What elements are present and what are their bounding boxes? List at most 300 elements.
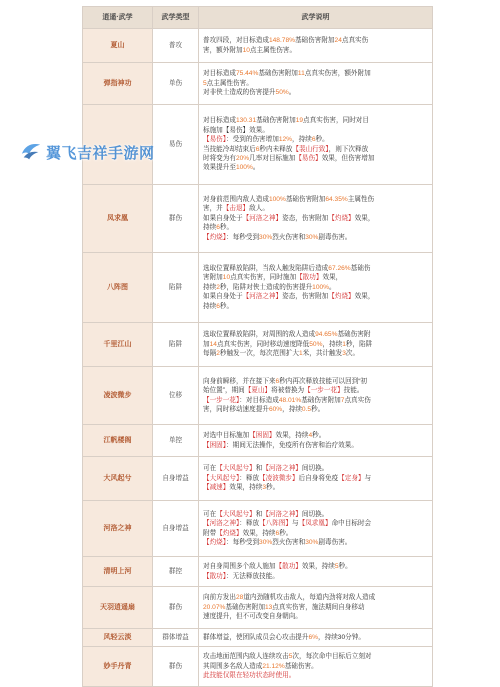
skill-desc-cell [199, 501, 433, 557]
desc-text: 向身前瞬移，并在接下来 [203, 377, 276, 385]
desc-number: 130.31 [235, 117, 257, 125]
skill-desc-cell [199, 253, 433, 323]
skill-type-cell [153, 323, 199, 367]
desc-number: 14 [209, 340, 217, 348]
skill-name: 凤求凰 [107, 214, 128, 222]
desc-text: 秒。 [311, 405, 325, 413]
skill-type: 自身增益 [162, 474, 189, 482]
desc-number: 1 [298, 350, 303, 358]
desc-text: 对非侠士造成的伤害提升 [203, 89, 276, 97]
desc-text: ：受到的伤害增加 [226, 136, 279, 144]
desc-number: 2 [216, 283, 220, 291]
desc-line [203, 195, 428, 204]
desc-line [203, 204, 428, 213]
skill-desc-cell [199, 629, 433, 647]
desc-text: 秒。 [279, 529, 293, 537]
desc-text: 点真实伤害，同时对目 [303, 117, 369, 125]
desc-effect-term: 【凤求凰】 [298, 520, 332, 528]
desc-number: 10 [222, 274, 231, 282]
skill-type: 陷阱 [168, 340, 183, 348]
desc-number: 12% [278, 136, 293, 144]
desc-text: 技能。 [343, 387, 364, 395]
skill-name-cell [83, 501, 153, 557]
skill-name: 河洛之神 [103, 524, 132, 532]
skill-name-cell [83, 323, 153, 367]
desc-text: 秒触发一次，每次范围扩大 [219, 350, 299, 358]
desc-number: 5 [203, 79, 207, 87]
desc-text: 基础伤 [350, 265, 371, 273]
desc-line [203, 510, 428, 519]
desc-effect-term: 【裴山行致】 [292, 145, 329, 153]
skill-desc-cell [199, 367, 433, 425]
skill-type-cell [153, 29, 199, 63]
desc-text: 剧毒伤害。 [318, 233, 352, 241]
desc-effect-term: 【困固】 [249, 432, 276, 440]
desc-line [203, 405, 428, 414]
skill-name-cell [83, 647, 153, 687]
desc-number: 48.01% [278, 396, 302, 404]
skill-type-cell [153, 647, 199, 687]
desc-number: 11 [297, 70, 305, 78]
desc-number: 5 [288, 653, 293, 661]
desc-text: 将被替换为 [271, 387, 305, 395]
skill-type: 自身增益 [162, 524, 189, 532]
desc-effect-term: 【击退】 [222, 205, 250, 213]
desc-text: 效果。 [249, 126, 269, 134]
desc-text: 基础伤害。 [284, 662, 318, 670]
desc-number: 5 [334, 563, 339, 571]
skill-name: 大风起兮 [103, 474, 132, 482]
desc-text: 与 [364, 474, 372, 482]
desc-text: 秒，陷阱对侠士造成的伤害提升 [219, 283, 313, 291]
skill-type: 群伤 [168, 214, 183, 222]
desc-line [203, 474, 428, 483]
desc-line [203, 116, 428, 125]
desc-text: 秒。 [219, 224, 234, 232]
desc-text: 秒内未释放 [259, 145, 293, 153]
desc-effect-term: 【易伤】 [203, 136, 227, 144]
desc-text: ：无法释放技能。 [226, 572, 279, 580]
desc-text: 如果自身处于 [203, 293, 243, 301]
skill-type: 陷阱 [168, 283, 183, 291]
skill-type: 群控 [168, 567, 183, 575]
skill-name: 夏山 [110, 41, 125, 49]
skill-type: 群体增益 [162, 633, 189, 641]
desc-line [203, 652, 428, 661]
table-row [83, 587, 433, 629]
desc-line [203, 386, 428, 395]
desc-line [203, 292, 428, 301]
skill-type-cell [153, 457, 199, 501]
desc-text: 。 [329, 283, 336, 291]
desc-line [203, 36, 428, 45]
table-row [83, 253, 433, 323]
desc-number: 0.5 [301, 405, 312, 413]
skill-type: 普攻 [168, 41, 183, 49]
desc-line [203, 79, 428, 88]
desc-line [203, 441, 428, 450]
desc-number: 6 [275, 377, 280, 385]
desc-line [203, 562, 428, 571]
desc-number: 30% [259, 233, 273, 241]
desc-number: 6 [255, 145, 260, 153]
desc-text: 效果， [322, 274, 343, 282]
desc-text: 选取位置释放陷阱，对周围的敌人造成 [203, 331, 316, 339]
desc-text: 基础伤害附 [337, 331, 371, 339]
desc-line [203, 273, 428, 282]
skill-type-cell [153, 253, 199, 323]
desc-text: ，则下次释放 [328, 145, 369, 153]
desc-line [203, 519, 428, 528]
table-body [83, 29, 433, 687]
desc-line [203, 88, 428, 97]
desc-text: 效果，持续 [275, 432, 309, 440]
desc-effect-term: 【散功】 [296, 274, 323, 282]
desc-effect-term: 【散功】 [275, 563, 302, 571]
table-row [83, 323, 433, 367]
desc-text: 。 [252, 164, 260, 172]
desc-text: 次。 [345, 350, 360, 358]
desc-number: 7 [340, 396, 345, 404]
desc-number: 100% [312, 283, 330, 291]
desc-text: 命中目标时会 [331, 520, 372, 528]
desc-line [203, 154, 428, 163]
desc-line [203, 69, 428, 78]
desc-text: 间切换。 [301, 510, 329, 518]
desc-text: 标施加【易伤】 [203, 126, 250, 134]
desc-line [203, 377, 428, 386]
desc-number: 50% [309, 340, 323, 348]
desc-line [203, 662, 428, 671]
desc-line [203, 483, 428, 492]
desc-text: 后自身将免疫 [298, 474, 339, 482]
table-row [83, 557, 433, 587]
desc-text: ，持续 [322, 340, 343, 348]
skill-name-cell [83, 185, 153, 253]
skill-name: 江帆楼阁 [103, 436, 132, 444]
desc-text: 持续 [203, 283, 217, 291]
desc-number: 4 [308, 432, 313, 440]
desc-text: 可在 [203, 465, 217, 473]
desc-effect-term: 【困固】 [203, 441, 227, 449]
watermark-text: 翼飞吉祥手游网 [46, 144, 155, 162]
desc-number: 13 [264, 603, 273, 611]
desc-text: 群体增益，使团队成员会心攻击提升 [203, 633, 309, 641]
desc-number: 21.12% [262, 662, 285, 670]
header-skill-desc: 武学说明 [199, 7, 433, 29]
desc-line [203, 283, 428, 292]
desc-line [203, 572, 428, 581]
skills-table-container [82, 6, 432, 680]
desc-text: 米，共计触发 [302, 350, 343, 358]
skill-type-cell [153, 185, 199, 253]
skills-table [82, 6, 433, 687]
desc-number: 1 [342, 340, 346, 348]
desc-text: ：释放 [239, 474, 260, 482]
skill-desc-cell [199, 185, 433, 253]
desc-text: 点真实伤害，同时施加 [230, 274, 297, 282]
desc-effect-term: 【一步一花】 [203, 396, 240, 404]
skill-name: 千里江山 [103, 340, 132, 348]
desc-text: 对目标造成 [203, 117, 236, 125]
skill-type-cell [153, 425, 199, 457]
desc-number: 148.78% [268, 37, 295, 45]
skill-name-cell [83, 253, 153, 323]
header-skill-name: 逍遥·武学 [83, 7, 153, 29]
skill-type: 单控 [168, 436, 183, 444]
desc-number: 10 [242, 46, 250, 54]
skill-name: 天羽逍遥扇 [100, 603, 135, 611]
desc-effect-term: 【河洛之神】 [262, 465, 302, 473]
desc-effect-term: 【灼烧】 [328, 214, 355, 222]
desc-line [203, 46, 428, 55]
skill-name: 凌波微步 [103, 391, 132, 399]
skill-name-cell [83, 367, 153, 425]
desc-line [203, 538, 428, 547]
desc-text: 选取位置释放陷阱，当敌人触发陷阱后造成 [203, 265, 329, 273]
desc-line [203, 302, 428, 311]
desc-text: 速度提升，但不可改变自身朝向。 [203, 613, 302, 621]
desc-number: 20.07% [203, 603, 226, 611]
desc-text: 当技能冷却结束后 [203, 145, 256, 153]
desc-line [203, 671, 428, 680]
skill-name-cell [83, 29, 153, 63]
desc-number: 30% [259, 538, 273, 546]
desc-text: 害，并 [203, 205, 223, 213]
desc-text: 时将变为有 [203, 154, 236, 162]
skill-desc-cell [199, 105, 433, 185]
desc-effect-term: 【灼烧】 [216, 529, 243, 537]
desc-text: 敌人。 [249, 205, 269, 213]
skill-type: 位移 [168, 391, 183, 399]
desc-text: 害附加 [203, 274, 223, 282]
desc-line [203, 612, 428, 621]
desc-number: 100% [268, 196, 286, 204]
skill-name: 清明上河 [103, 567, 132, 575]
skill-type-cell [153, 63, 199, 105]
table-row [83, 185, 433, 253]
desc-text: 点主属性伤害。 [206, 79, 253, 87]
skill-desc-cell [199, 425, 433, 457]
desc-text: 。 [288, 89, 296, 97]
skill-name: 风轻云淡 [103, 633, 132, 641]
desc-number: 67.26% [328, 265, 351, 273]
skill-type: 易伤 [168, 140, 183, 148]
table-row [83, 457, 433, 501]
desc-text: 基础伤害附加 [294, 37, 335, 45]
desc-text: 点真实伤害，额外附加 [304, 70, 371, 78]
desc-text: 持续 [203, 302, 217, 310]
desc-line [203, 633, 428, 642]
skill-name-cell [83, 629, 153, 647]
desc-text: 基础伤害附加 [256, 117, 296, 125]
desc-text: 持续 [203, 224, 217, 232]
skill-desc-cell [199, 323, 433, 367]
desc-effect-term: 【大风起兮】 [216, 510, 256, 518]
desc-effect-term: 【散功】 [203, 572, 227, 580]
desc-text: 附带 [203, 529, 217, 537]
desc-effect-term: 【大风起兮】 [216, 465, 256, 473]
desc-text: 其周围多名敌人造成 [203, 662, 263, 670]
desc-text: 效果， [354, 214, 375, 222]
desc-number: 94.65% [315, 331, 338, 339]
table-row [83, 425, 433, 457]
desc-effect-term: 【灼烧】 [203, 233, 227, 241]
desc-line [203, 223, 428, 232]
desc-text: 效果，持续 [242, 529, 276, 537]
desc-number: 3 [342, 350, 346, 358]
desc-text: 点真实伤 [341, 37, 369, 45]
skill-type: 单伤 [168, 79, 183, 87]
desc-text: 次，每次命中目标后立刻对 [292, 653, 372, 661]
desc-line [203, 431, 428, 440]
desc-effect-term: 此技能仅限在轻功状态时使用。 [203, 672, 296, 680]
skill-name: 妙手丹青 [103, 662, 132, 670]
desc-text: ：释放 [239, 520, 260, 528]
table-row [83, 629, 433, 647]
desc-text: 害，同时移动速度提升 [203, 405, 269, 413]
skill-name: 八阵图 [107, 283, 128, 291]
desc-text: ：每秒受到 [226, 233, 260, 241]
wing-logo-icon [20, 141, 42, 163]
desc-number: 28 [235, 594, 244, 602]
desc-text: 秒，陷阱 [345, 340, 373, 348]
desc-text: 基础伤害附加 [258, 70, 298, 78]
skill-desc-cell [199, 457, 433, 501]
desc-text: 间切换。 [301, 465, 329, 473]
skill-type-cell [153, 501, 199, 557]
skill-type-cell [153, 587, 199, 629]
desc-text: ，持续 [292, 136, 312, 144]
desc-number: 6 [311, 136, 316, 144]
desc-text: 始位置”，期间 [203, 387, 245, 395]
desc-text: 效果提升至 [203, 164, 236, 172]
desc-text: 对选中目标施加 [203, 432, 250, 440]
desc-text: ：对目标造成 [239, 396, 279, 404]
desc-number: 30% [305, 538, 319, 546]
skill-type-cell [153, 557, 199, 587]
desc-text: 对身前范围内敌人造成 [203, 196, 269, 204]
desc-effect-term: 【易伤】 [295, 154, 322, 162]
desc-text: ：每秒受到 [226, 538, 260, 546]
desc-line [203, 135, 428, 144]
desc-text: 点真实伤 [344, 396, 371, 404]
desc-text: ，持续 [282, 405, 302, 413]
desc-text: 和 [255, 510, 263, 518]
desc-text: 姿态，伤害附加 [282, 214, 329, 222]
desc-line [203, 163, 428, 172]
desc-effect-term: 【八阵图】 [259, 520, 293, 528]
table-row [83, 647, 433, 687]
desc-effect-term: 【灼烧】 [328, 293, 355, 301]
desc-effect-term: 【河洛之神】 [262, 510, 302, 518]
desc-text: 与 [292, 520, 299, 528]
desc-text: 姿态，伤害附加 [282, 293, 329, 301]
desc-number: 20% [235, 154, 250, 162]
desc-text: 每隔 [203, 350, 217, 358]
desc-number: 19 [295, 117, 304, 125]
desc-number: 2 [216, 350, 220, 358]
desc-text: 对自身周围多个敌人施加 [203, 563, 276, 571]
desc-text: 道内劲随机攻击敌人，每道内劲将对敌人造成 [243, 594, 376, 602]
desc-text: 点真实伤害，同时移动速度降低 [216, 340, 310, 348]
desc-effect-term: 【河洛之神】 [242, 214, 283, 222]
skill-name-cell [83, 425, 153, 457]
desc-effect-term: 【河洛之神】 [203, 520, 240, 528]
desc-line [203, 214, 428, 223]
desc-number: 3 [262, 484, 267, 492]
desc-effect-term: 【凌波微步】 [259, 474, 299, 482]
skill-desc-cell [199, 587, 433, 629]
desc-text: 秒。 [266, 484, 280, 492]
skill-name-cell [83, 587, 153, 629]
desc-effect-term: 【减速】 [203, 484, 230, 492]
skill-name-cell [83, 457, 153, 501]
skill-name: 弹指神功 [103, 79, 132, 87]
desc-line [203, 464, 428, 473]
skill-desc-cell [199, 29, 433, 63]
desc-text: 对目标造成 [203, 70, 236, 78]
desc-number: 6 [216, 302, 220, 310]
skill-desc-cell [199, 557, 433, 587]
desc-text: 基础伤害附加 [285, 196, 326, 204]
desc-text: 烈火伤害和 [272, 538, 306, 546]
desc-effect-term: 【河洛之神】 [242, 293, 283, 301]
desc-number: 6% [308, 633, 319, 641]
desc-text: 剧毒伤害。 [318, 538, 352, 546]
desc-number: 64.35% [325, 196, 348, 204]
desc-text: 向前方发出 [203, 594, 236, 602]
desc-number: 50% [275, 89, 289, 97]
desc-line [203, 529, 428, 538]
desc-text: 基础伤害附加 [301, 396, 341, 404]
skill-name-cell [83, 557, 153, 587]
desc-effect-term: 【灼烧】 [203, 538, 227, 546]
desc-line [203, 603, 428, 612]
table-row [83, 29, 433, 63]
desc-text: 如果自身处于 [203, 214, 243, 222]
watermark [20, 140, 183, 164]
table-row [83, 63, 433, 105]
desc-text: 攻击地面范围内敌人连续攻击 [203, 653, 289, 661]
desc-line [203, 145, 428, 154]
desc-line [203, 330, 428, 339]
desc-line [203, 396, 428, 405]
desc-text: 效果，但伤害增加 [321, 154, 375, 162]
desc-text: 基础伤害附加 [225, 603, 265, 611]
desc-text: 点主属性伤害。 [249, 46, 297, 54]
desc-text: 主属性伤 [347, 196, 375, 204]
desc-text: 效果，持续 [301, 563, 335, 571]
desc-number: 30% [305, 233, 319, 241]
skill-type-cell [153, 629, 199, 647]
desc-text: 效果， [354, 293, 375, 301]
desc-number: 75.44% [235, 70, 259, 78]
skill-type: 群伤 [168, 662, 183, 670]
desc-number: 60% [268, 405, 283, 413]
desc-number: 24 [334, 37, 342, 45]
desc-text: 加 [203, 340, 210, 348]
desc-effect-term: 【大风起兮】 [203, 474, 240, 482]
desc-line [203, 126, 428, 135]
desc-text: 害，额外附加 [203, 46, 243, 54]
desc-effect-term: 【一步一花】 [304, 387, 344, 395]
desc-text: ：期间无法操作，免疫所有伤害和治疗效果。 [226, 441, 358, 449]
desc-effect-term: 【定身】 [338, 474, 365, 482]
desc-text: 几率对目标施加 [249, 154, 296, 162]
desc-text: 秒。 [338, 563, 352, 571]
desc-number: 100% [235, 164, 253, 172]
